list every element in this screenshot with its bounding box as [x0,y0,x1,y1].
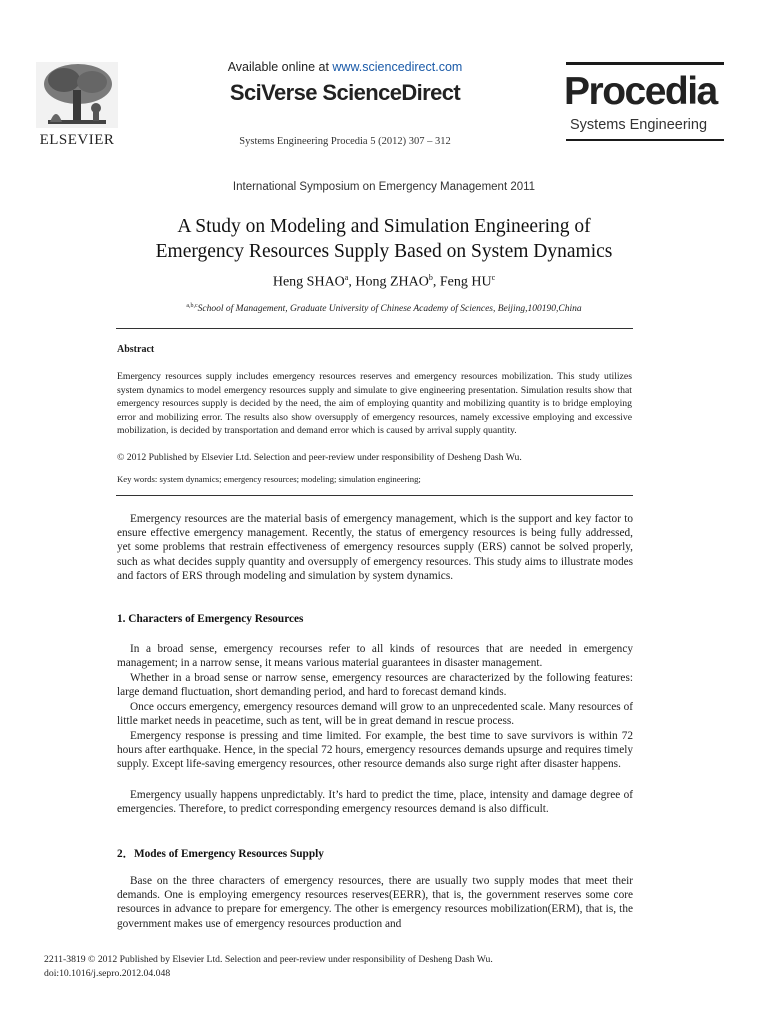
author-name: Hong ZHAO [355,274,429,290]
author-separator: , [348,274,356,290]
footer-issn-line: 2211-3819 © 2012 Published by Elsevier Ltd. Selection and peer-review under responsibility of Desheng Dash Wu. [44,954,493,965]
author-affiliation-mark: c [491,273,496,282]
author-affiliation-mark: a [344,273,349,282]
conference-name: International Symposium on Emergency Management 2011 [232,181,536,193]
title-line-1: A Study on Modeling and Simulation Engineering of [177,216,591,237]
author-name: Feng HU [439,274,492,290]
abstract-top-rule [116,328,633,329]
procedia-bottom-rule [566,139,724,141]
section-2-heading: 2．Modes of Emergency Resources Supply [117,848,324,860]
keywords: Key words: system dynamics; emergency resources; modeling; simulation engineering; [117,474,421,484]
sciverse-sciencedirect-logo: SciVerse ScienceDirect [229,80,461,105]
author-name: Heng SHAO [272,274,345,290]
journal-reference: Systems Engineering Procedia 5 (2012) 307 – 312 [239,136,451,147]
paper-title [80,214,688,264]
author-list [0,273,768,291]
abstract-heading: Abstract [117,344,155,355]
abstract-bottom-rule [116,495,633,496]
procedia-name: Procedia [564,70,717,113]
affiliation-text: School of Management, Graduate University of Chinese Academy of Sciences, Beijing,100190,China [197,304,582,315]
available-prefix: Available online at [227,60,333,74]
footer-doi[interactable]: doi:10.1016/j.sepro.2012.04.048 [44,968,171,979]
title-line-2: Emergency Resources Supply Based on System Dynamics [155,241,613,262]
procedia-subtitle: Systems Engineering [570,117,708,133]
section-1-heading: 1. Characters of Emergency Resources [117,613,304,625]
elsevier-wordmark: ELSEVIER [39,132,115,148]
sciencedirect-link[interactable]: www.sciencedirect.com [332,60,463,74]
section-1-paragraph: Whether in a broad sense or narrow sense, emergency resources are characterized by the following features: large demand fluctuation, short demanding period, and hard to forecast demand kinds. [117,672,633,699]
affiliation [0,303,768,314]
affiliation-mark: a,b,c [186,303,198,309]
page-footer [44,953,493,981]
procedia-top-rule [566,62,724,65]
abstract-text: Emergency resources supply includes emergency resources reserves and emergency resources mobilization. This study utilizes system dynamics to model emergency resources supply and simulate to give engineering presentation. Simulation results show that emergency resources supply is decided by the need, the aim of employing quantity and mobilizing quantity is to bridge employing error and mobilizing error. The results also show oversupply of emergency resources, namely excessive employing and excessive mobilization, is decided by transportation and demand error which is caused by arrival supply quantity. [117,371,632,437]
procedia-brand [556,62,732,148]
section-1-paragraph: Emergency usually happens unpredictably. It’s hard to predict the time, place, intensity and damage degree of emergencies. Therefore, to predict corresponding emergency resources demand is also difficult. [117,789,633,816]
section-1-paragraph: Once occurs emergency, emergency resources demand will grow to an unprecedented scale. Many resources of little market needs in peacetime, such as tent, will be in great demand in rescue process. [117,701,633,728]
author-separator: , [432,274,440,290]
abstract-copyright: © 2012 Published by Elsevier Ltd. Selection and peer-review under responsibility of Desheng Dash Wu. [117,452,522,463]
section-1-paragraph: Emergency response is pressing and time limited. For example, the best time to save survivors is within 72 hours after earthquake. Hence, in the special 72 hours, emergency resources demands upsurge and requires timely supply. Except life-saving emergency resources, other resource demands also surge right after disaster happens. [117,730,633,771]
author-affiliation-mark: b [428,273,433,282]
section-1-paragraph: In a broad sense, emergency recourses refer to all kinds of resources that are needed in emergency management; in a narrow sense, it means various material guarantees in disaster management. [117,643,633,670]
intro-paragraph: Emergency resources are the material basis of emergency management, which is the support and key factor to ensure effective emergency management. Recently, the status of emergency resources is being fully addressed, yet some problems that restrain effectiveness of emergency resources supply (ERS) cannot be solved properly, such as what decides supply quantity and oversupply of emergency resources. This study aims to illustrate modes and factors of ERS through modeling and simulation by system dynamics. [117,513,633,582]
section-2-paragraph: Base on the three characters of emergency resources, there are usually two supply modes that meet their demands. One is employing emergency resources reserves(EERR), that is, the government reserves some core resources in advance to prepare for emergency. The other is emergency resources mobilization(ERM), that is, the government makes use of emergency resources production and [117,875,633,930]
